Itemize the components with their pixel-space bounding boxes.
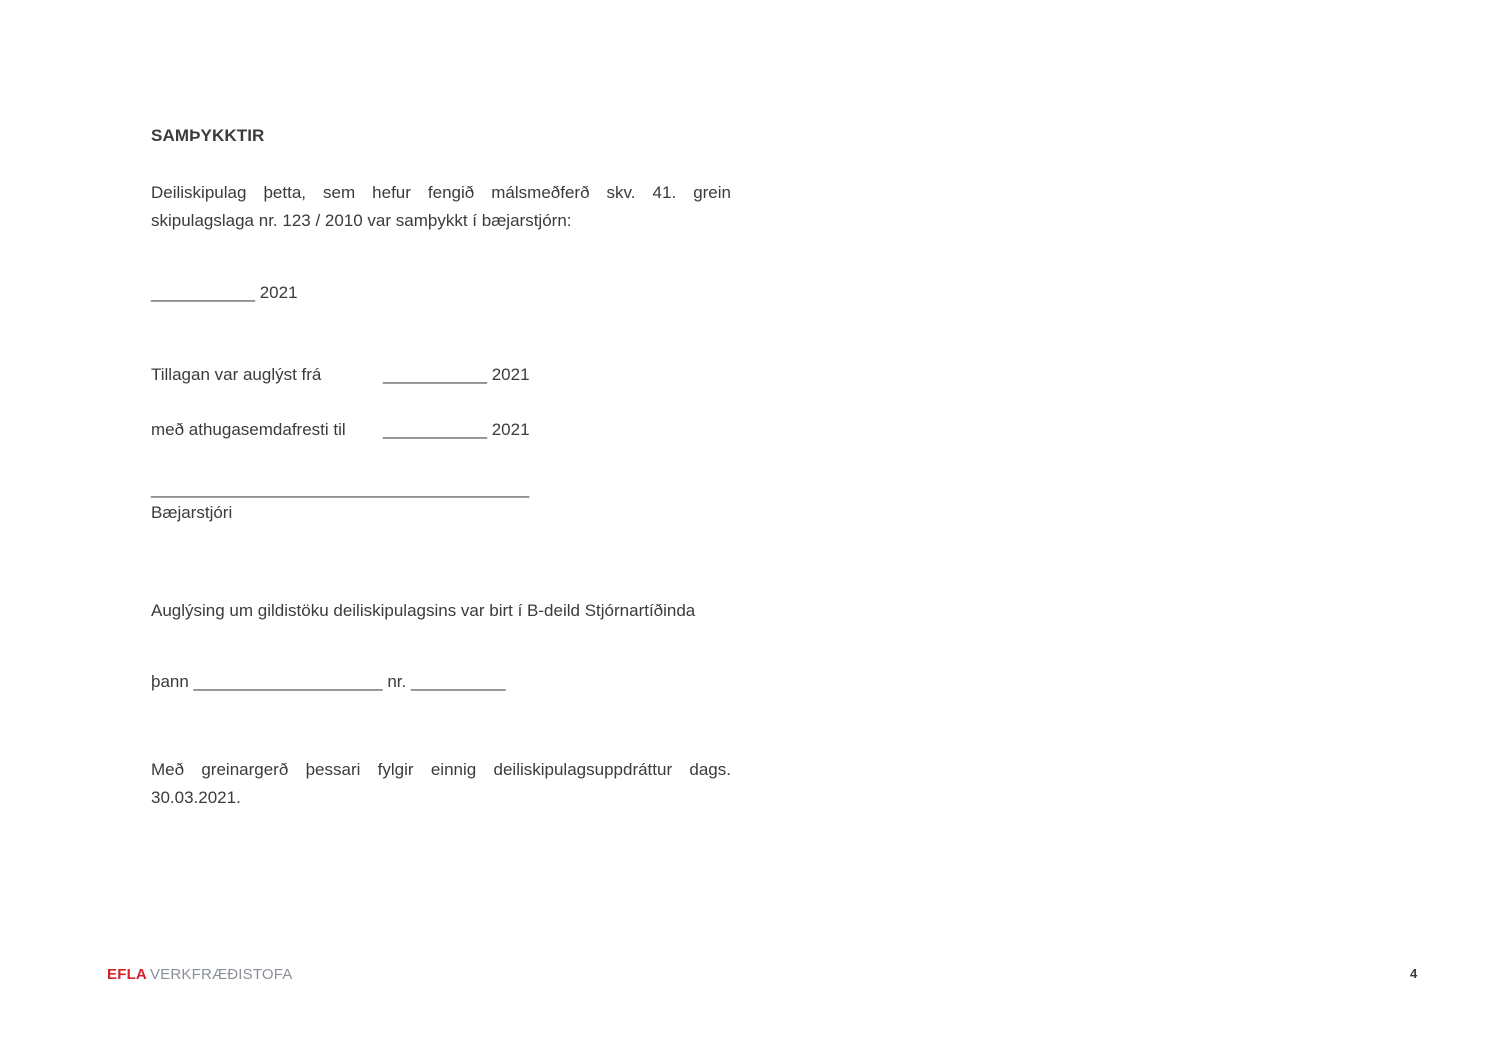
attachment-paragraph-line-2: 30.03.2021. <box>151 788 241 807</box>
approval-paragraph <box>151 179 731 235</box>
signature-line: ________________________________________ <box>151 479 530 498</box>
approval-paragraph-line-1: Deiliskipulag þetta, sem hefur fengið málsmeðferð skv. 41. grein <box>151 183 731 202</box>
advertised-from-date: ___________ 2021 <box>383 365 530 384</box>
approval-date-line: ___________ 2021 <box>151 283 298 302</box>
logo-brand: EFLA <box>107 966 147 983</box>
signature-title: Bæjarstjóri <box>151 503 233 522</box>
publication-date-number-line: þann ____________________ nr. __________ <box>151 672 506 691</box>
section-title: SAMÞYKKTIR <box>151 126 265 145</box>
page-number: 4 <box>1410 966 1418 981</box>
publication-text: Auglýsing um gildistöku deiliskipulagsins var birt í B-deild Stjórnartíðinda <box>151 601 696 620</box>
approval-paragraph-line-2: skipulagslaga nr. 123 / 2010 var samþykkt í bæjarstjórn: <box>151 211 572 230</box>
comment-deadline-label: með athugasemdafresti til <box>151 420 346 439</box>
logo-subtitle: VERKFRÆÐISTOFA <box>149 966 293 983</box>
attachment-paragraph-line-1: Með greinargerð þessari fylgir einnig deiliskipulagsuppdráttur dags. <box>151 760 731 779</box>
attachment-paragraph <box>151 756 731 812</box>
comment-deadline-date: ___________ 2021 <box>383 420 530 439</box>
advertised-from-label: Tillagan var auglýst frá <box>151 365 322 384</box>
efla-logo <box>107 965 293 985</box>
